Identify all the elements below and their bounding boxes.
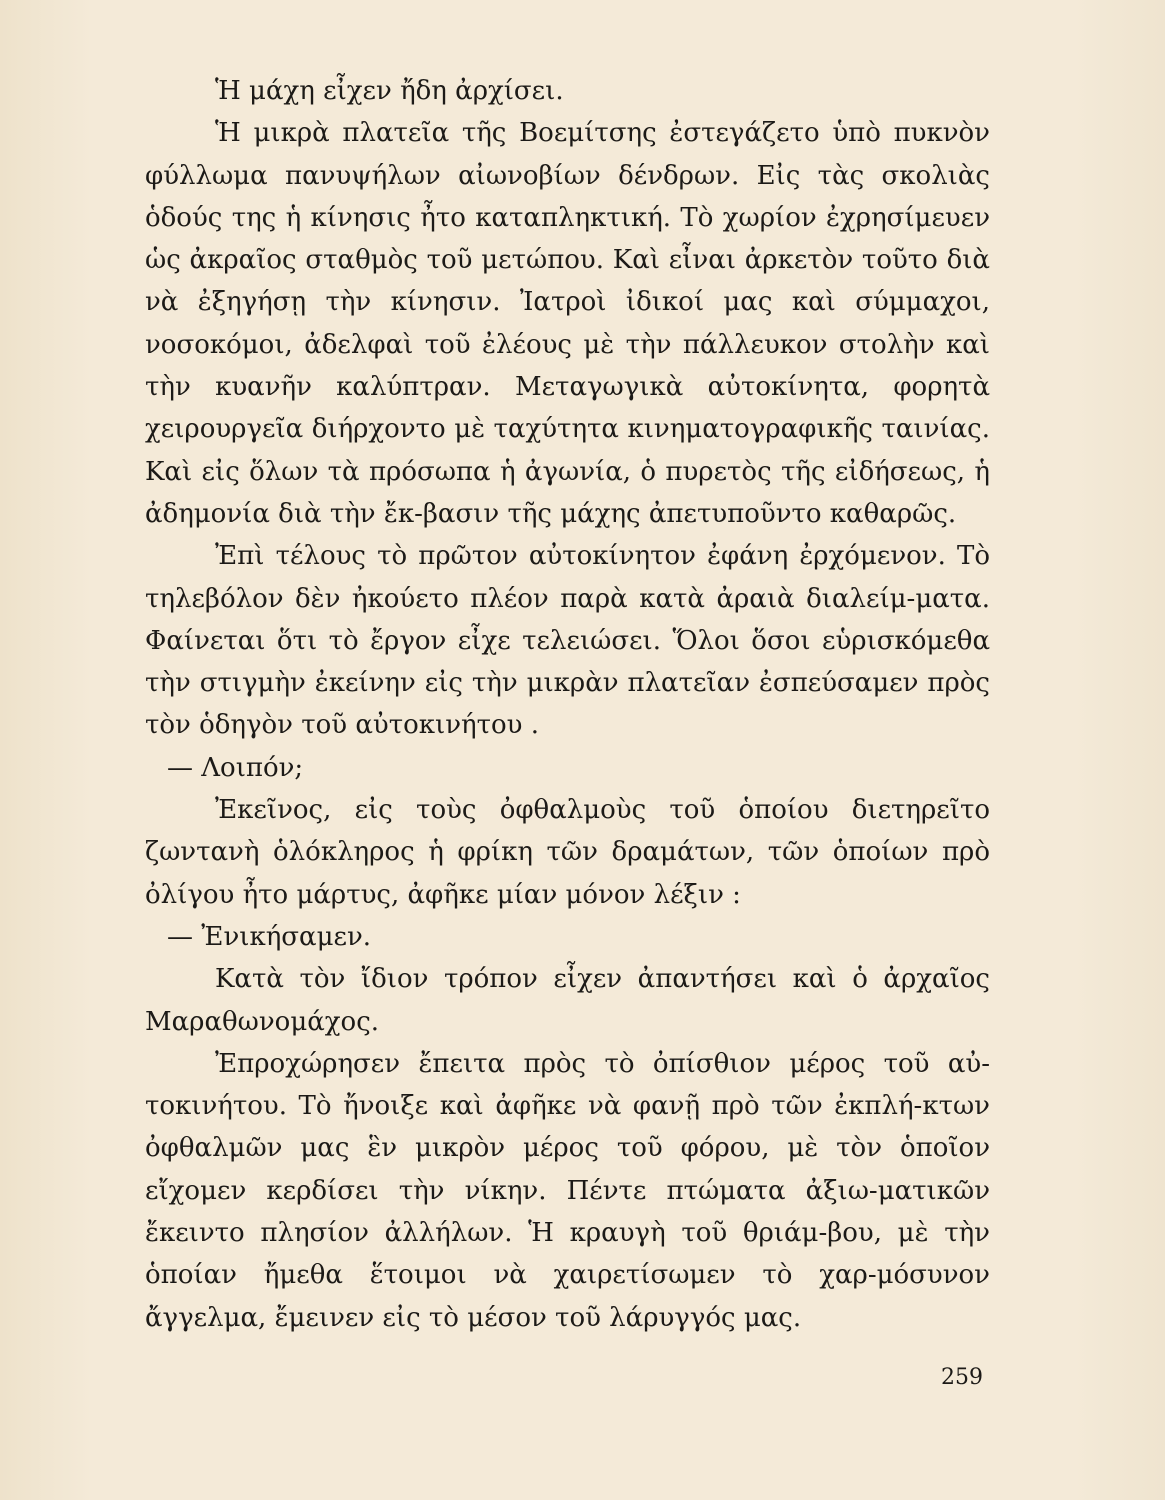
dialogue-answer: — Ἐνικήσαμεν.: [167, 921, 372, 952]
paragraph-officers: Ἐπροχώρησεν ἔπειτα πρὸς τὸ ὀπίσθιον μέρος τοῦ αὐ-τοκινήτου. Τὸ ἤνοιξε καὶ ἀφῆκε νὰ φανῇ πρὸ τῶν ἐκπλή-κτων ὀφθαλμῶν μας ἓν μικρὸν μέρος τοῦ φόρου, μὲ τὸν ὁποῖον εἴχομεν κερδίσει τὴν νίκην. Πέντε πτώματα ἀξιω-ματικῶν ἔκειντο πλησίον ἀλλήλων. Ἡ κραυγὴ τοῦ θριάμ-βου, μὲ τὴν ὁποίαν ἤμεθα ἕτοιμοι νὰ χαιρετίσωμεν τὸ χαρ-μόσυνον ἄγγελμα, ἔμεινεν εἰς τὸ μέσον τοῦ λάρυγγός μας.: [145, 1048, 990, 1333]
paragraph-driver: Ἐκεῖνος, εἰς τοὺς ὀφθαλμοὺς τοῦ ὁποίου διετηρεῖτο ζωντανὴ ὁλόκληρος ἡ φρίκη τῶν δραμάτων, τῶν ὁποίων πρὸ ὀλίγου ἦτο μάρτυς, ἀφῆκε μίαν μόνον λέξιν :: [145, 795, 990, 910]
paragraph-first-car: Ἐπὶ τέλους τὸ πρῶτον αὐτοκίνητον ἐφάνη ἐρχόμενον. Τὸ τηλεβόλον δὲν ἠκούετο πλέον παρὰ κατὰ ἀραιὰ διαλείμ-ματα. Φαίνεται ὅτι τὸ ἔργον εἶχε τελειώσει. Ὅλοι ὅσοι εὑρισκόμεθα τὴν στιγμὴν ἐκείνην εἰς τὴν μικρὰν πλατεῖαν ἐσπεύσαμεν πρὸς τὸν ὁδηγὸν τοῦ αὐτοκινήτου .: [145, 541, 990, 741]
page-number: 259: [941, 1365, 983, 1390]
paragraph-marathon: Κατὰ τὸν ἴδιον τρόπον εἶχεν ἀπαντήσει καὶ ὁ ἀρχαῖος Μαραθωνομάχος.: [145, 964, 990, 1037]
dialogue-question: — Λοιπόν;: [167, 752, 304, 783]
paragraph-square-description: Ἡ μικρὰ πλατεῖα τῆς Βοεμίτσης ἐστεγάζετο ὑπὸ πυκνὸν φύλλωμα πανυψήλων αἰωνοβίων δένδρων. Εἰς τὰς σκολιὰς ὁδούς της ἡ κίνησις ἦτο καταπληκτική. Τὸ χωρίον ἐχρησίμευεν ὡς ἀκραῖος σταθμὸς τοῦ μετώπου. Καὶ εἶναι ἀρκετὸν τοῦτο διὰ νὰ ἐξηγήσῃ τὴν κίνησιν. Ἰατροὶ ἰδικοί μας καὶ σύμμαχοι, νοσοκόμοι, ἀδελφαὶ τοῦ ἐλέους μὲ τὴν πάλλευκον στολὴν καὶ τὴν κυανῆν καλύπτραν. Μεταγωγικὰ αὐτοκίνητα, φορητὰ χειρουργεῖα διήρχοντο μὲ ταχύτητα κινηματογραφικῆς ταινίας. Καὶ εἰς ὅλων τὰ πρόσωπα ἡ ἀγωνία, ὁ πυρετὸς τῆς εἰδήσεως, ἡ ἀδημονία διὰ τὴν ἔκ-βασιν τῆς μάχης ἀπετυποῦντο καθαρῶς.: [145, 118, 990, 529]
paragraph-battle-started: Ἡ μάχη εἶχεν ἤδη ἀρχίσει.: [215, 76, 564, 106]
body-text: [145, 70, 990, 1339]
